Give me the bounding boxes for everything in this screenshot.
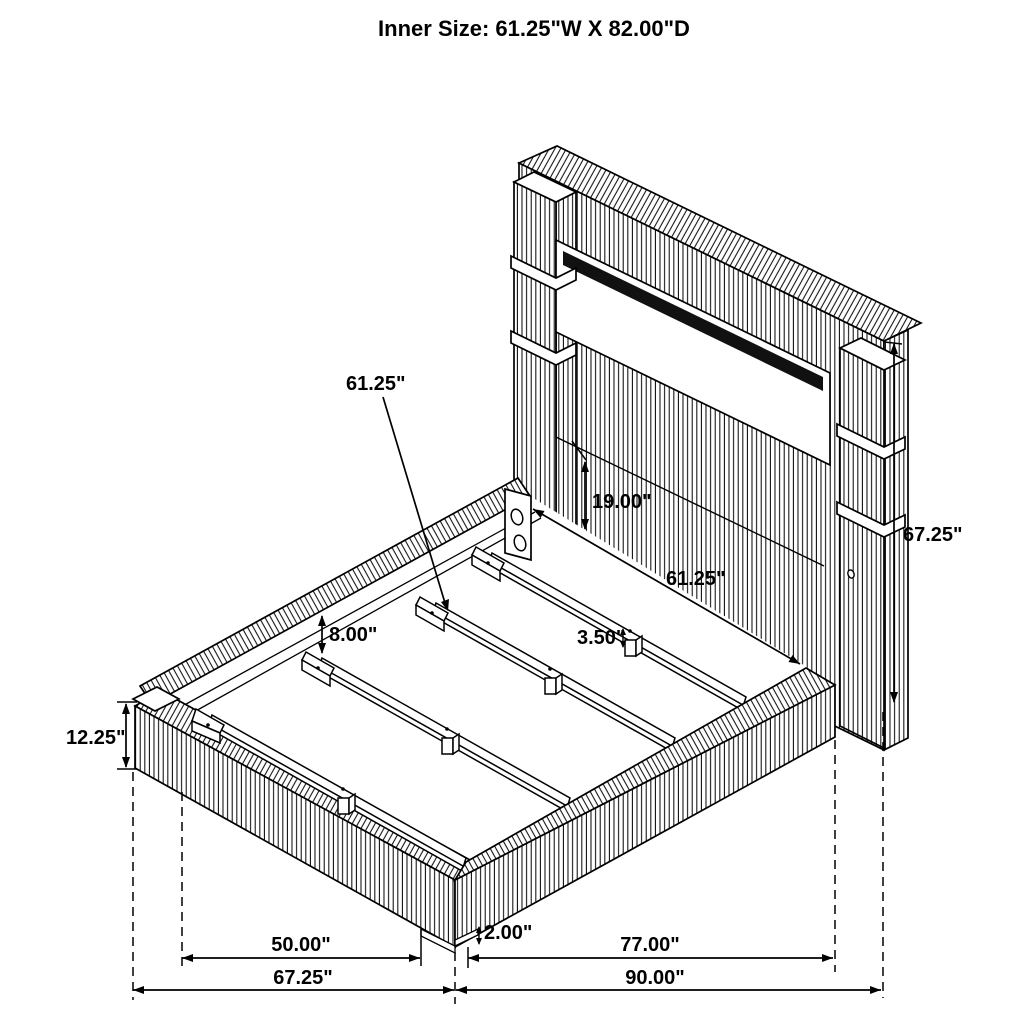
- label-headboard-height: 67.25": [903, 524, 963, 546]
- label-outer-depth: 90.00": [625, 967, 685, 989]
- label-footboard-inner-width: 50.00": [271, 934, 331, 956]
- label-outer-width: 67.25": [273, 967, 333, 989]
- diagram-title: Inner Size: 61.25"W X 82.00"D: [378, 16, 690, 41]
- label-panel-to-deck: 19.00": [592, 491, 652, 513]
- label-inner-depth: 77.00": [620, 934, 680, 956]
- label-footboard-height: 12.25": [66, 727, 126, 749]
- label-slat-leg-height: 3.50": [577, 627, 626, 649]
- label-rail-to-slat: 8.00": [329, 624, 378, 646]
- label-slat-length: 61.25": [346, 373, 406, 395]
- label-base-recess: 2.00": [484, 922, 533, 944]
- label-inner-width: 61.25": [666, 568, 726, 590]
- right-post: [840, 348, 884, 748]
